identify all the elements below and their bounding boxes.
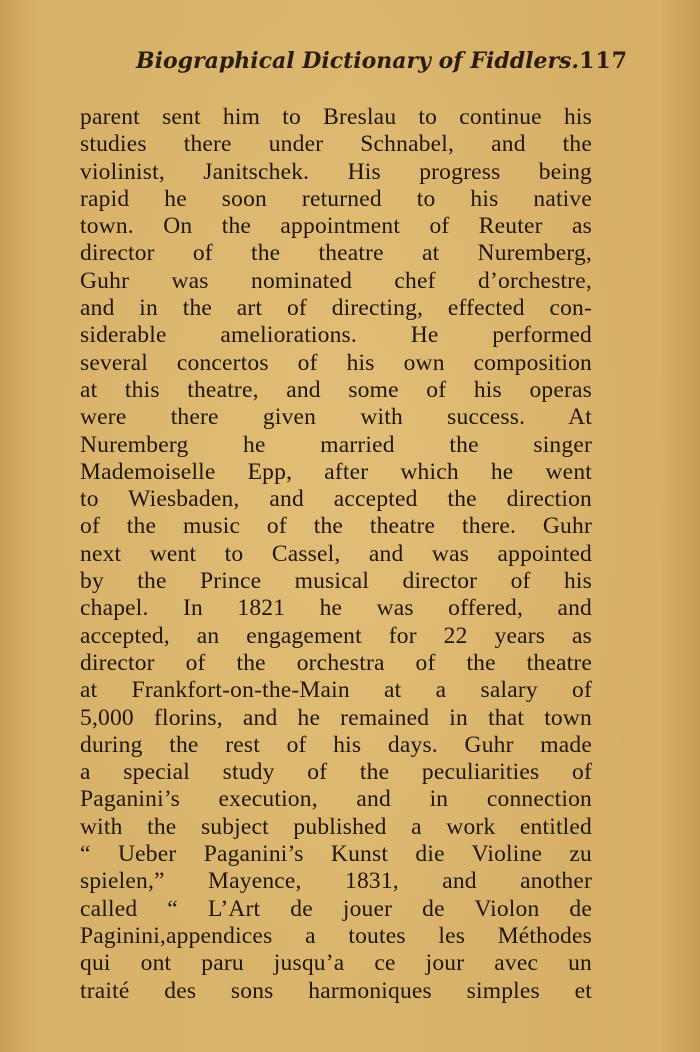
text-line: director of the theatre at Nuremberg, (80, 240, 592, 267)
text-line: siderable ameliorations. He performed (80, 322, 592, 349)
text-line: by the Prince musical director of his (80, 568, 592, 595)
text-line: of the music of the theatre there. Guhr (80, 513, 592, 540)
page-number: 117 (579, 48, 629, 74)
text-line: were there given with success. At (80, 404, 592, 431)
text-line: a special study of the peculiarities of (80, 759, 592, 786)
text-line: several concertos of his own composition (80, 349, 592, 376)
text-line: traité des sons harmoniques simples et (80, 977, 592, 1004)
text-line: and in the art of directing, effected con- (80, 295, 592, 322)
text-line: 5,000 florins, and he remained in that town (80, 704, 592, 731)
text-line: accepted, an engagement for 22 years as (80, 622, 592, 649)
text-line: at this theatre, and some of his operas (80, 376, 592, 403)
text-line: Paginini,appendices a toutes les Méthodes (80, 922, 592, 949)
text-line: next went to Cassel, and was appointed (80, 540, 592, 567)
text-line: town. On the appointment of Reuter as (80, 213, 592, 240)
body-text (80, 104, 592, 1005)
text-line: parent sent him to Breslau to continue his (80, 104, 592, 130)
text-line: violinist, Janitschek. His progress being (80, 158, 592, 185)
text-line: Paganini’s execution, and in connection (80, 786, 592, 813)
text-line: to Wiesbaden, and accepted the direction (80, 486, 592, 513)
running-title: Biographical Dictionary of Fiddlers. (136, 48, 580, 74)
text-line: during the rest of his days. Guhr made (80, 731, 592, 758)
text-line: studies there under Schnabel, and the (80, 131, 592, 158)
text-line: Guhr was nominated chef d’orchestre, (80, 267, 592, 294)
text-line: “ Ueber Paganini’s Kunst die Violine zu (80, 841, 592, 868)
text-line: called “ L’Art de jouer de Violon de (80, 895, 592, 922)
text-line: rapid he soon returned to his native (80, 185, 592, 212)
text-line: chapel. In 1821 he was offered, and (80, 595, 592, 622)
text-line: director of the orchestra of the theatre (80, 649, 592, 676)
text-line: qui ont paru jusqu’a ce jour avec un (80, 950, 592, 977)
text-line: Nuremberg he married the singer (80, 431, 592, 458)
text-line: Mademoiselle Epp, after which he went (80, 458, 592, 485)
text-line: at Frankfort-on-the-Main at a salary of (80, 677, 592, 704)
text-line: with the subject published a work entitled (80, 813, 592, 840)
text-line: spielen,” Mayence, 1831, and another (80, 868, 592, 895)
running-head (136, 48, 629, 80)
